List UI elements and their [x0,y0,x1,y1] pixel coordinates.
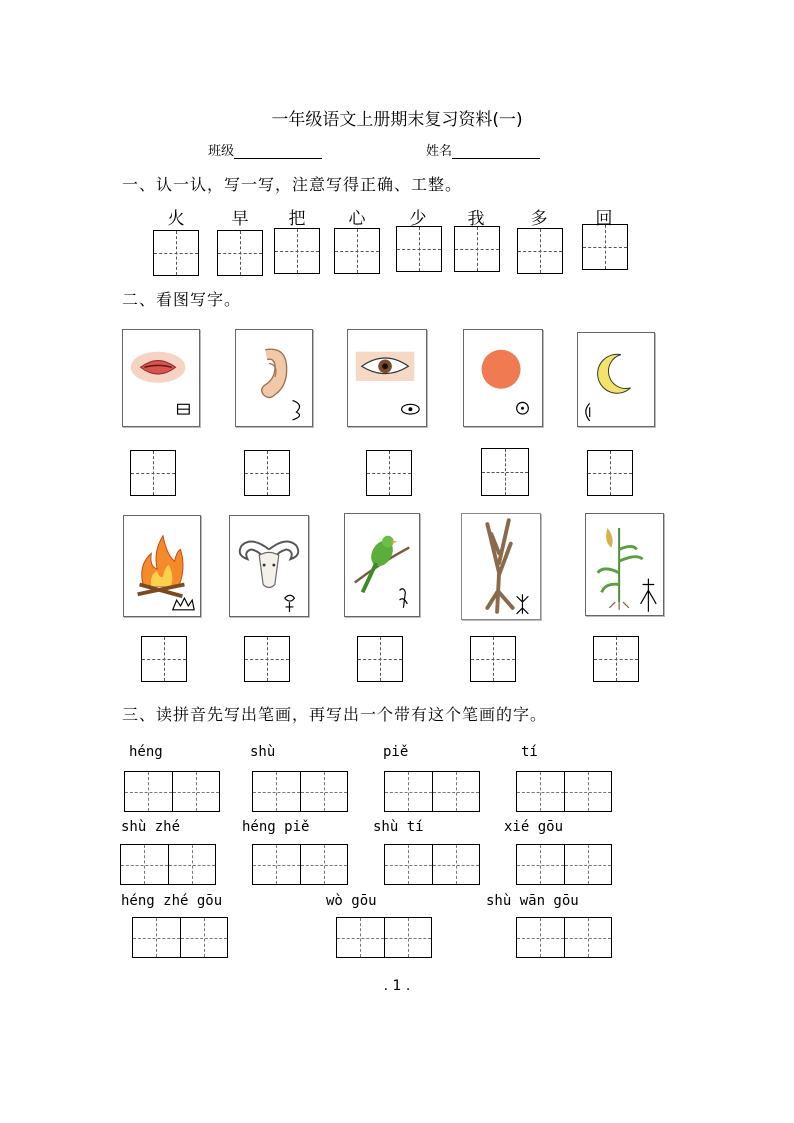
pinyin-label: wò gōu [326,893,377,909]
moon-picture [577,332,655,427]
writing-box[interactable] [366,450,412,496]
pinyin-label: héng zhé gōu [121,893,223,909]
eye-picture [347,329,427,427]
char-label: 心 [348,209,366,229]
stroke-answer-grid[interactable] [516,917,612,958]
writing-box[interactable] [481,448,529,496]
section3-heading: 三、读拼音先写出笔画，再写出一个带有这个笔画的字。 [122,705,548,724]
ear-picture [235,329,313,427]
writing-box[interactable] [582,224,628,270]
class-label: 班级 [208,144,235,159]
class-blank[interactable] [234,144,322,159]
writing-box[interactable] [130,450,176,496]
sun-picture [463,329,543,427]
writing-box[interactable] [141,636,187,682]
mouth-picture [122,329,200,427]
writing-box[interactable] [517,228,563,274]
section2-heading: 二、看图写字。 [122,290,242,309]
writing-box[interactable] [357,636,403,682]
pinyin-label: shù wān gōu [486,893,579,909]
name-label: 姓名 [426,144,453,159]
bird-picture [344,513,420,617]
writing-box[interactable] [274,228,320,274]
sheep-picture [229,515,309,617]
pinyin-label: piě [383,744,409,760]
stroke-answer-grid[interactable] [252,844,348,885]
writing-box[interactable] [593,636,639,682]
writing-box[interactable] [470,636,516,682]
page-title: 一年级语文上册期末复习资料(一) [271,110,523,130]
stroke-answer-grid[interactable] [384,771,480,812]
class-field [208,140,322,159]
writing-box[interactable] [454,226,500,272]
grain-picture [585,513,664,616]
section1-heading: 一、认一认，写一写，注意写得正确、工整。 [122,175,463,194]
char-label: 多 [530,209,548,229]
writing-box[interactable] [334,228,380,274]
pinyin-label: shù [250,744,276,760]
writing-box[interactable] [587,450,633,496]
char-label: 回 [595,209,613,229]
stroke-answer-grid[interactable] [516,844,612,885]
char-label: 早 [231,209,249,229]
writing-box[interactable] [396,226,442,272]
writing-box[interactable] [217,230,263,276]
stroke-answer-grid[interactable] [252,771,348,812]
pinyin-label: shù zhé [121,819,181,835]
char-label: 少 [409,209,427,229]
fire-picture [123,515,201,617]
char-label: 火 [167,209,185,229]
tree-picture [461,513,541,620]
writing-box[interactable] [244,450,290,496]
stroke-answer-grid[interactable] [516,771,612,812]
pinyin-label: héng piě [242,819,310,835]
pinyin-label: xié gōu [504,819,564,835]
stroke-answer-grid[interactable] [120,844,216,885]
stroke-answer-grid[interactable] [336,917,432,958]
stroke-answer-grid[interactable] [132,917,228,958]
stroke-answer-grid[interactable] [384,844,480,885]
pinyin-label: héng [129,744,163,760]
name-blank[interactable] [452,144,540,159]
writing-box[interactable] [153,230,199,276]
stroke-answer-grid[interactable] [124,771,220,812]
name-field [426,140,540,159]
char-label: 我 [467,209,485,229]
pinyin-label: tí [521,744,538,760]
pinyin-label: shù tí [373,819,424,835]
writing-box[interactable] [244,636,290,682]
char-label: 把 [288,209,306,229]
page-number: . 1 . [383,978,411,994]
